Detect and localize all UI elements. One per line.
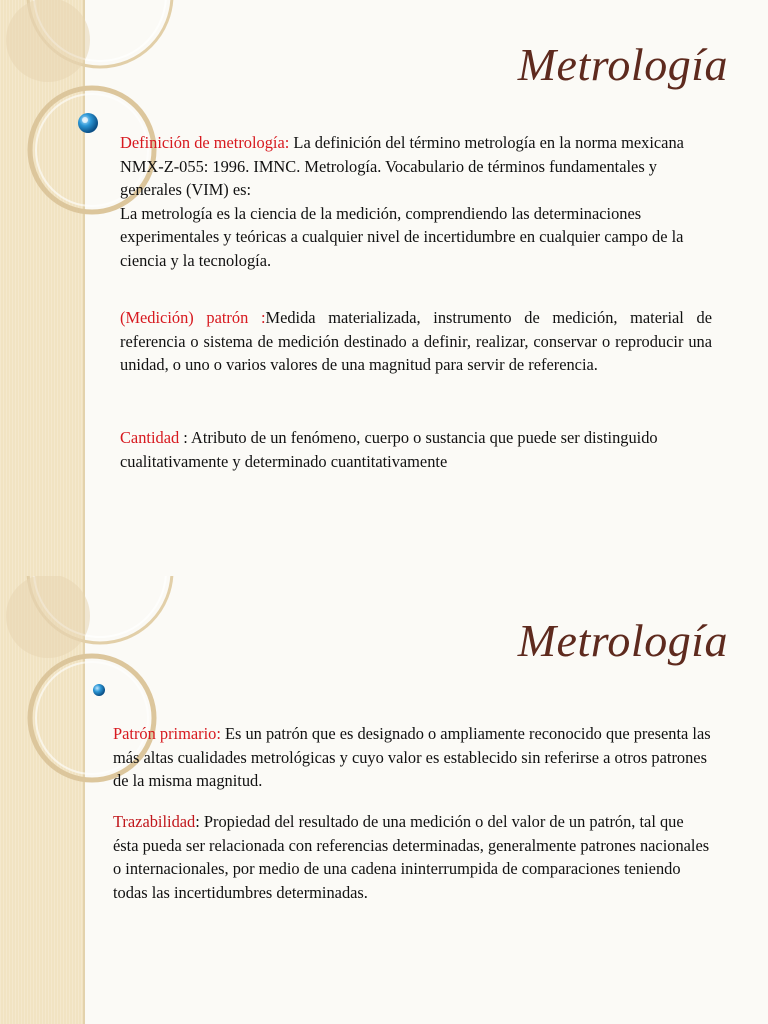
term-definicion: Definición de metrología:: [120, 133, 290, 152]
cantidad-block: [120, 426, 690, 473]
medicion-patron-block: [120, 306, 712, 377]
blue-bullet-icon: [93, 684, 105, 696]
patron-primario-block: [113, 722, 725, 793]
decorative-rings-icon: [0, 576, 200, 836]
cantidad-text: : Atributo de un fenómeno, cuerpo o sustancia que puede ser distinguido cualitativamente y determinado cuantitativamente: [120, 428, 658, 471]
medicion-patron-text: Medida materializada, instrumento de medición, material de referencia o sistema de medición destinado a definir, realizar, conservar o reproducir una unidad, o uno o varios valores de una magnitud para servir de referencia.: [120, 308, 712, 374]
term-cantidad: Cantidad: [120, 428, 180, 447]
term-medicion-patron: (Medición) patrón :: [120, 308, 266, 327]
term-patron-primario: Patrón primario:: [113, 724, 221, 743]
trazabilidad-text: : Propiedad del resultado de una medición o del valor de un patrón, tal que ésta pueda ser relacionada con referencias determinadas, generalmente patrones nacionales o internacionales, por medio de una cadena ininterrumpida de comparaciones teniendo todas las incertidumbres determinadas.: [113, 812, 710, 902]
trazabilidad-block: [113, 810, 713, 904]
term-trazabilidad: Trazabilidad: [113, 812, 196, 831]
patron-primario-text: Es un patrón que es designado o ampliamente reconocido que presenta las más altas cualidades metrológicas y cuyo valor es establecido sin referirse a otros patrones de la misma magnitud.: [113, 724, 711, 790]
slide-2: [0, 576, 768, 1024]
slide-title: Metrología: [517, 39, 728, 90]
definicion-block: [120, 131, 720, 272]
slide-title: Metrología: [517, 615, 728, 666]
definicion-text: La definición del término metrología en la norma mexicana NMX-Z-055: 1996. IMNC. Metrología. Vocabulario de términos fundamentales y generales (VIM) es:: [120, 133, 684, 199]
definicion-continuation: La metrología es la ciencia de la medición, comprendiendo las determinaciones experimentales y teóricas a cualquier nivel de incertidumbre en cualquier campo de la ciencia y la tecnología.: [120, 203, 684, 270]
blue-bullet-icon: [78, 113, 98, 133]
